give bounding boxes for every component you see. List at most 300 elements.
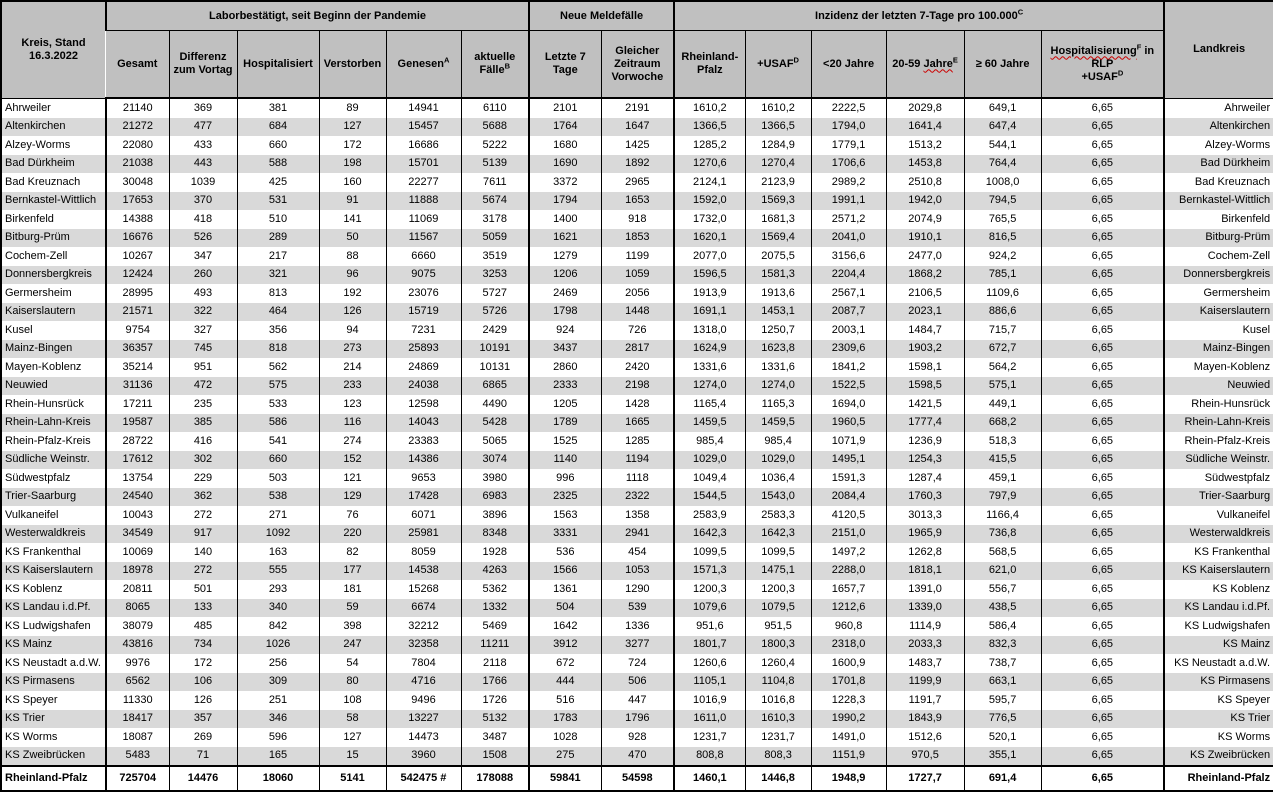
value-cell: 672 — [529, 654, 601, 673]
value-cell: 1642 — [529, 617, 601, 636]
value-cell: 691,4 — [964, 766, 1041, 791]
value-cell: 1071,9 — [811, 432, 886, 451]
value-cell: 808,3 — [745, 747, 811, 767]
value-cell: 25893 — [386, 340, 461, 359]
value-cell: 6865 — [461, 377, 529, 396]
kreis-cell: KS Frankenthal — [5, 545, 81, 558]
value-cell: 6,65 — [1041, 599, 1164, 618]
value-cell: 3074 — [461, 451, 529, 470]
value-cell: 6,65 — [1041, 691, 1164, 710]
value-cell: 575 — [237, 377, 319, 396]
value-cell: 2322 — [601, 488, 674, 507]
value-cell: 6,65 — [1041, 728, 1164, 747]
value-cell: 6,65 — [1041, 580, 1164, 599]
value-cell: 1199,9 — [886, 673, 964, 692]
value-cell: 23383 — [386, 432, 461, 451]
value-cell: 2222,5 — [811, 98, 886, 118]
value-cell: 36357 — [106, 340, 169, 359]
value-cell: 140 — [169, 543, 237, 562]
table-row — [1, 340, 1273, 359]
value-cell: 2571,2 — [811, 210, 886, 229]
value-cell: 6,65 — [1041, 266, 1164, 285]
value-cell: 10267 — [106, 247, 169, 266]
value-cell: 2074,9 — [886, 210, 964, 229]
value-cell: 1200,3 — [745, 580, 811, 599]
value-cell: 76 — [319, 506, 386, 525]
value-cell: 5469 — [461, 617, 529, 636]
value-cell: 1331,6 — [745, 358, 811, 377]
value-cell: 1642,3 — [745, 525, 811, 544]
value-cell: 668,2 — [964, 414, 1041, 433]
table-row — [1, 562, 1273, 581]
value-cell: 13227 — [386, 710, 461, 729]
value-cell: 4120,5 — [811, 506, 886, 525]
landkreis-cell: KS Frankenthal — [1164, 543, 1273, 562]
value-cell: 996 — [529, 469, 601, 488]
value-cell: 3912 — [529, 636, 601, 655]
value-cell: 2583,9 — [674, 506, 745, 525]
value-cell: 21272 — [106, 118, 169, 137]
value-cell: 1942,0 — [886, 192, 964, 211]
value-cell: 1690 — [529, 155, 601, 174]
value-cell: 1459,5 — [674, 414, 745, 433]
landkreis-cell: Birkenfeld — [1164, 210, 1273, 229]
value-cell: 1910,1 — [886, 229, 964, 248]
value-cell: 6,65 — [1041, 414, 1164, 433]
landkreis-cell: Cochem-Zell — [1164, 247, 1273, 266]
value-cell: 5059 — [461, 229, 529, 248]
value-cell: 1231,7 — [745, 728, 811, 747]
landkreis-cell: KS Worms — [1164, 728, 1273, 747]
value-cell: 398 — [319, 617, 386, 636]
table-row — [1, 432, 1273, 451]
value-cell: 672,7 — [964, 340, 1041, 359]
table-row — [1, 580, 1273, 599]
genesen-label: Genesen — [397, 57, 445, 70]
kreis-cell: KS Pirmasens — [1, 673, 106, 692]
value-cell: 8065 — [106, 599, 169, 618]
value-cell: 6,65 — [1041, 617, 1164, 636]
value-cell: 541 — [237, 432, 319, 451]
value-cell: 1274,0 — [674, 377, 745, 396]
value-cell: 14476 — [169, 766, 237, 791]
value-cell: 4490 — [461, 395, 529, 414]
value-cell: 34549 — [106, 525, 169, 544]
col-header-aktuelle-faelle — [461, 31, 529, 99]
value-cell: 10191 — [461, 340, 529, 359]
value-cell: 832,3 — [964, 636, 1041, 655]
kreis-cell: Vulkaneifel — [5, 508, 59, 521]
table-row — [1, 673, 1273, 692]
value-cell: 9075 — [386, 266, 461, 285]
value-cell: 518,3 — [964, 432, 1041, 451]
table-row — [1, 321, 1273, 340]
value-cell: 13754 — [106, 469, 169, 488]
rlp-label: RLP — [1091, 57, 1114, 70]
table-row — [1, 543, 1273, 562]
value-cell: 1099,5 — [674, 543, 745, 562]
value-cell: 1453,1 — [745, 303, 811, 322]
value-cell: 1841,2 — [811, 358, 886, 377]
value-cell: 736,8 — [964, 525, 1041, 544]
value-cell: 816,5 — [964, 229, 1041, 248]
value-cell: 8059 — [386, 543, 461, 562]
value-cell: 6,65 — [1041, 432, 1164, 451]
value-cell: 273 — [319, 340, 386, 359]
value-cell: 160 — [319, 173, 386, 192]
kreis-cell: Trier-Saarburg — [1, 488, 106, 507]
value-cell: 647,4 — [964, 118, 1041, 137]
kreis-cell: KS Trier — [1, 710, 106, 729]
table-row — [1, 210, 1273, 229]
landkreis-cell: Südliche Weinstr. — [1164, 451, 1273, 470]
value-cell: 1497,2 — [811, 543, 886, 562]
value-cell: 340 — [237, 599, 319, 618]
footnote-b-marker: B — [504, 61, 511, 71]
value-cell: 6,65 — [1041, 525, 1164, 544]
landkreis-cell: KS Landau i.d.Pf. — [1164, 599, 1273, 618]
value-cell: 2583,3 — [745, 506, 811, 525]
value-cell: 1598,1 — [886, 358, 964, 377]
value-cell: 11567 — [386, 229, 461, 248]
landkreis-cell: KS Speyer — [1164, 691, 1273, 710]
kreis-cell: KS Neustadt a.d.W. — [5, 656, 101, 669]
hospitalisierung-label: Hospitalisierung — [1050, 44, 1137, 57]
value-cell: 1569,4 — [745, 229, 811, 248]
value-cell: 141 — [319, 210, 386, 229]
table-row — [1, 136, 1273, 155]
value-cell: 1726 — [461, 691, 529, 710]
value-cell: 416 — [169, 432, 237, 451]
value-cell: 1483,7 — [886, 654, 964, 673]
value-cell: 1600,9 — [811, 654, 886, 673]
value-cell: 6,65 — [1041, 543, 1164, 562]
value-cell: 5483 — [106, 747, 169, 767]
value-cell: 133 — [169, 599, 237, 618]
value-cell: 1260,6 — [674, 654, 745, 673]
landkreis-cell: Mayen-Koblenz — [1164, 358, 1273, 377]
value-cell: 2309,6 — [811, 340, 886, 359]
value-cell: 3372 — [529, 173, 601, 192]
value-cell: 1794,0 — [811, 118, 886, 137]
value-cell: 1491,0 — [811, 728, 886, 747]
value-cell: 6,65 — [1041, 173, 1164, 192]
value-cell: 2118 — [461, 654, 529, 673]
value-cell: 538 — [237, 488, 319, 507]
value-cell: 449,1 — [964, 395, 1041, 414]
value-cell: 1285 — [601, 432, 674, 451]
table-row — [1, 691, 1273, 710]
kreis-cell: KS Speyer — [5, 693, 58, 706]
value-cell: 1581,3 — [745, 266, 811, 285]
value-cell: 1206 — [529, 266, 601, 285]
value-cell: 1610,3 — [745, 710, 811, 729]
value-cell: 1205 — [529, 395, 601, 414]
value-cell: 918 — [601, 210, 674, 229]
value-cell: 1801,7 — [674, 636, 745, 655]
kreis-cell: Westerwaldkreis — [1, 525, 106, 544]
value-cell: 1657,7 — [811, 580, 886, 599]
value-cell: 575,1 — [964, 377, 1041, 396]
value-cell: 586 — [237, 414, 319, 433]
value-cell: 59 — [319, 599, 386, 618]
table-row — [1, 710, 1273, 729]
table-row — [1, 451, 1273, 470]
value-cell: 6,65 — [1041, 766, 1164, 791]
landkreis-cell: Alzey-Worms — [1164, 136, 1273, 155]
kreis-cell: Mainz-Bingen — [1, 340, 106, 359]
value-cell: 3896 — [461, 506, 529, 525]
value-cell: 596 — [237, 728, 319, 747]
value-cell: 6,65 — [1041, 284, 1164, 303]
value-cell: 1008,0 — [964, 173, 1041, 192]
value-cell: 1448 — [601, 303, 674, 322]
col-header-rheinland-pfalz: Rheinland-Pfalz — [674, 31, 745, 99]
value-cell: 1653 — [601, 192, 674, 211]
value-cell: 1260,4 — [745, 654, 811, 673]
value-cell: 1965,9 — [886, 525, 964, 544]
value-cell: 1694,0 — [811, 395, 886, 414]
value-cell: 1274,0 — [745, 377, 811, 396]
value-cell: 1199 — [601, 247, 674, 266]
value-cell: 289 — [237, 229, 319, 248]
value-cell: 9496 — [386, 691, 461, 710]
value-cell: 724 — [601, 654, 674, 673]
value-cell: 970,5 — [886, 747, 964, 767]
value-cell: 5688 — [461, 118, 529, 137]
value-cell: 6,65 — [1041, 562, 1164, 581]
landkreis-cell: KS Mainz — [1164, 636, 1273, 655]
landkreis-cell: Westerwaldkreis — [1164, 525, 1273, 544]
kreis-cell: Rheinland-Pfalz — [1, 766, 106, 791]
value-cell: 485 — [169, 617, 237, 636]
value-cell: 121 — [319, 469, 386, 488]
value-cell: 1049,4 — [674, 469, 745, 488]
value-cell: 2477,0 — [886, 247, 964, 266]
value-cell: 2420 — [601, 358, 674, 377]
kreis-cell: Bitburg-Prüm — [1, 229, 106, 248]
landkreis-cell: Südwestpfalz — [1164, 469, 1273, 488]
value-cell: 1459,5 — [745, 414, 811, 433]
table-row — [1, 173, 1273, 192]
table-body — [1, 98, 1273, 766]
value-cell: 2033,3 — [886, 636, 964, 655]
value-cell: 1231,7 — [674, 728, 745, 747]
value-cell: 54598 — [601, 766, 674, 791]
value-cell: 5428 — [461, 414, 529, 433]
header-group-row — [1, 1, 1273, 31]
table-row — [1, 617, 1273, 636]
value-cell: 96 — [319, 266, 386, 285]
value-cell: 6,65 — [1041, 395, 1164, 414]
value-cell: 1099,5 — [745, 543, 811, 562]
kreis-cell: Bad Kreuznach — [5, 175, 81, 188]
landkreis-cell: Germersheim — [1164, 284, 1273, 303]
value-cell: 5674 — [461, 192, 529, 211]
value-cell: 472 — [169, 377, 237, 396]
value-cell: 595,7 — [964, 691, 1041, 710]
value-cell: 3253 — [461, 266, 529, 285]
value-cell: 116 — [319, 414, 386, 433]
value-cell: 6,65 — [1041, 303, 1164, 322]
value-cell: 235 — [169, 395, 237, 414]
value-cell: 1566 — [529, 562, 601, 581]
value-cell: 2941 — [601, 525, 674, 544]
usaf-label2: +USAF — [1081, 70, 1118, 83]
value-cell: 2318,0 — [811, 636, 886, 655]
value-cell: 22080 — [106, 136, 169, 155]
value-cell: 126 — [319, 303, 386, 322]
value-cell: 1290 — [601, 580, 674, 599]
value-cell: 2817 — [601, 340, 674, 359]
value-cell: 1336 — [601, 617, 674, 636]
footnote-f-marker: F — [1136, 41, 1142, 51]
value-cell: 1543,0 — [745, 488, 811, 507]
landkreis-cell: Rheinland-Pfalz — [1164, 766, 1273, 791]
value-cell: 1903,2 — [886, 340, 964, 359]
value-cell: 1569,3 — [745, 192, 811, 211]
value-cell: 1794 — [529, 192, 601, 211]
value-cell: 447 — [601, 691, 674, 710]
value-cell: 2429 — [461, 321, 529, 340]
value-cell: 2056 — [601, 284, 674, 303]
value-cell: 1818,1 — [886, 562, 964, 581]
value-cell: 2124,1 — [674, 173, 745, 192]
value-cell: 1647 — [601, 118, 674, 137]
value-cell: 951 — [169, 358, 237, 377]
value-cell: 1400 — [529, 210, 601, 229]
kreis-cell: KS Worms — [5, 730, 58, 743]
value-cell: 785,1 — [964, 266, 1041, 285]
col-header-differenz: Differenz zum Vortag — [169, 31, 237, 99]
value-cell: 1691,1 — [674, 303, 745, 322]
landkreis-cell: KS Neustadt a.d.W. — [1164, 654, 1273, 673]
landkreis-cell: Neuwied — [1164, 377, 1273, 396]
value-cell: 357 — [169, 710, 237, 729]
table-row — [1, 599, 1273, 618]
value-cell: 5727 — [461, 284, 529, 303]
value-cell: 356 — [237, 321, 319, 340]
value-cell: 54 — [319, 654, 386, 673]
value-cell: 12424 — [106, 266, 169, 285]
value-cell: 10043 — [106, 506, 169, 525]
value-cell: 1118 — [601, 469, 674, 488]
landkreis-cell: KS Koblenz — [1164, 580, 1273, 599]
value-cell: 1191,7 — [886, 691, 964, 710]
value-cell: 229 — [169, 469, 237, 488]
value-cell: 1453,8 — [886, 155, 964, 174]
value-cell: 28995 — [106, 284, 169, 303]
value-cell: 1109,6 — [964, 284, 1041, 303]
kreis-cell: Neuwied — [1, 377, 106, 396]
value-cell: 734 — [169, 636, 237, 655]
value-cell: 10131 — [461, 358, 529, 377]
value-cell: 91 — [319, 192, 386, 211]
value-cell: 6,65 — [1041, 340, 1164, 359]
value-cell: 1665 — [601, 414, 674, 433]
age-range-label: 20-59 — [892, 57, 924, 70]
value-cell: 1446,8 — [745, 766, 811, 791]
value-cell: 985,4 — [674, 432, 745, 451]
value-cell: 5362 — [461, 580, 529, 599]
value-cell: 6071 — [386, 506, 461, 525]
value-cell: 3437 — [529, 340, 601, 359]
value-cell: 1991,1 — [811, 192, 886, 211]
landkreis-cell: Ahrweiler — [1164, 98, 1273, 118]
value-cell: 43816 — [106, 636, 169, 655]
value-cell: 2123,9 — [745, 173, 811, 192]
value-cell: 1948,9 — [811, 766, 886, 791]
landkreis-cell: Altenkirchen — [1164, 118, 1273, 137]
value-cell: 127 — [319, 728, 386, 747]
kreis-cell: KS Mainz — [1, 636, 106, 655]
value-cell: 11069 — [386, 210, 461, 229]
value-cell: 1990,2 — [811, 710, 886, 729]
value-cell: 4263 — [461, 562, 529, 581]
value-cell: 542475 # — [386, 766, 461, 791]
value-cell: 14043 — [386, 414, 461, 433]
value-cell: 272 — [169, 562, 237, 581]
value-cell: 269 — [169, 728, 237, 747]
kreis-cell: Bernkastel-Wittlich — [1, 192, 106, 211]
kreis-cell: Cochem-Zell — [5, 249, 68, 262]
table-row — [1, 506, 1273, 525]
value-cell: 1366,5 — [745, 118, 811, 137]
kreis-cell: Rhein-Lahn-Kreis — [1, 414, 106, 433]
value-cell: 2288,0 — [811, 562, 886, 581]
table-row — [1, 377, 1273, 396]
usaf-label: +USAF — [757, 57, 794, 70]
value-cell: 1513,2 — [886, 136, 964, 155]
landkreis-cell: Bitburg-Prüm — [1164, 229, 1273, 248]
col-header-hospitalisiert: Hospitalisiert — [237, 31, 319, 99]
landkreis-cell: KS Pirmasens — [1164, 673, 1273, 692]
value-cell: 794,5 — [964, 192, 1041, 211]
value-cell: 80 — [319, 673, 386, 692]
value-cell: 621,0 — [964, 562, 1041, 581]
value-cell: 1053 — [601, 562, 674, 581]
kreis-cell: Südwestpfalz — [5, 471, 71, 484]
value-cell: 152 — [319, 451, 386, 470]
kreis-cell: Bad Dürkheim — [1, 155, 106, 174]
value-cell: 2860 — [529, 358, 601, 377]
value-cell: 985,4 — [745, 432, 811, 451]
value-cell: 15457 — [386, 118, 461, 137]
value-cell: 9653 — [386, 469, 461, 488]
value-cell: 6,65 — [1041, 654, 1164, 673]
col-header-landkreis: Landkreis — [1164, 1, 1273, 98]
value-cell: 15268 — [386, 580, 461, 599]
table-row — [1, 395, 1273, 414]
value-cell: 32358 — [386, 636, 461, 655]
value-cell: 415,5 — [964, 451, 1041, 470]
value-cell: 555 — [237, 562, 319, 581]
value-cell: 6,65 — [1041, 229, 1164, 248]
value-cell: 556,7 — [964, 580, 1041, 599]
table-row — [1, 414, 1273, 433]
value-cell: 7231 — [386, 321, 461, 340]
value-cell: 503 — [237, 469, 319, 488]
value-cell: 18978 — [106, 562, 169, 581]
value-cell: 1366,5 — [674, 118, 745, 137]
table-row — [1, 488, 1273, 507]
value-cell: 776,5 — [964, 710, 1041, 729]
kreis-cell: Südliche Weinstr. — [1, 451, 106, 470]
value-cell: 1254,3 — [886, 451, 964, 470]
landkreis-cell: KS Kaiserslautern — [1164, 562, 1273, 581]
value-cell: 50 — [319, 229, 386, 248]
col-header-verstorben: Verstorben — [319, 31, 386, 99]
